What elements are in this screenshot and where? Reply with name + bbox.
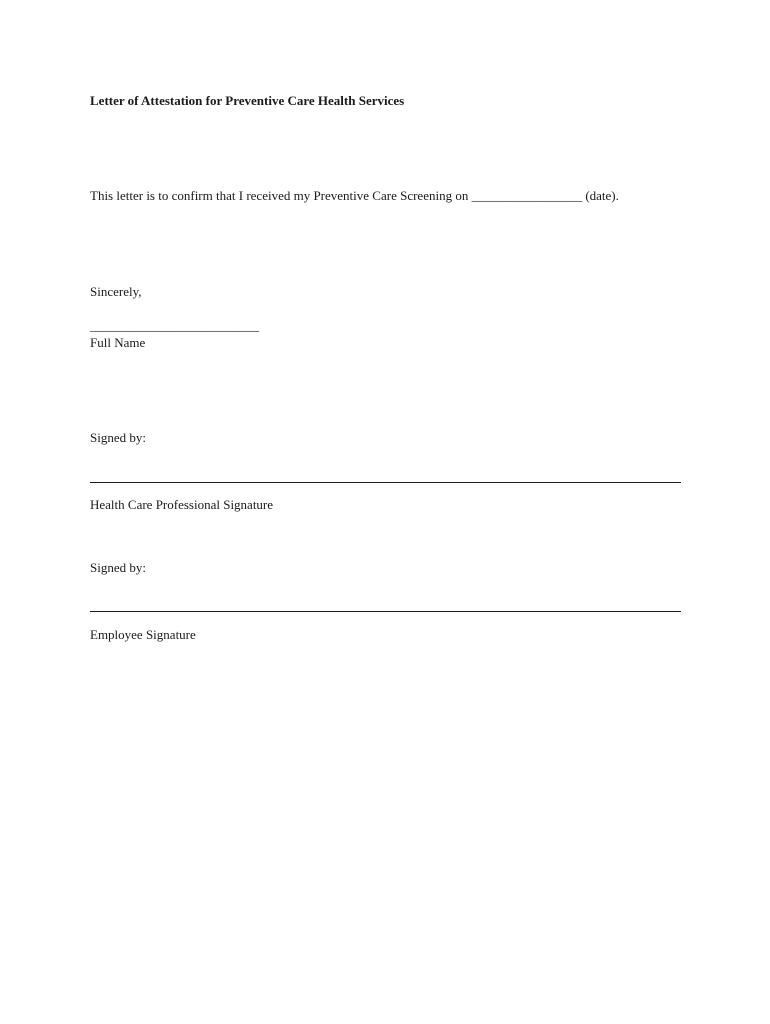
date-blank[interactable]: _________________ bbox=[471, 188, 583, 203]
signed-by-label-professional: Signed by: bbox=[90, 430, 146, 445]
date-label: (date). bbox=[582, 188, 619, 203]
professional-signature-caption: Health Care Professional Signature bbox=[90, 497, 274, 512]
full-name-blank[interactable]: __________________________ bbox=[90, 318, 259, 333]
employee-signature-caption: Employee Signature bbox=[90, 627, 196, 642]
letter-title: Letter of Attestation for Preventive Care Health Services bbox=[90, 93, 405, 108]
confirmation-text: This letter is to confirm that I received my Preventive Care Screening on bbox=[90, 188, 472, 203]
closing-text: Sincerely, bbox=[90, 284, 142, 299]
full-name-label: Full Name bbox=[90, 335, 146, 350]
employee-signature-line[interactable] bbox=[90, 611, 681, 612]
confirmation-statement bbox=[90, 188, 619, 204]
professional-signature-line[interactable] bbox=[90, 482, 681, 483]
signed-by-label-employee: Signed by: bbox=[90, 560, 146, 575]
